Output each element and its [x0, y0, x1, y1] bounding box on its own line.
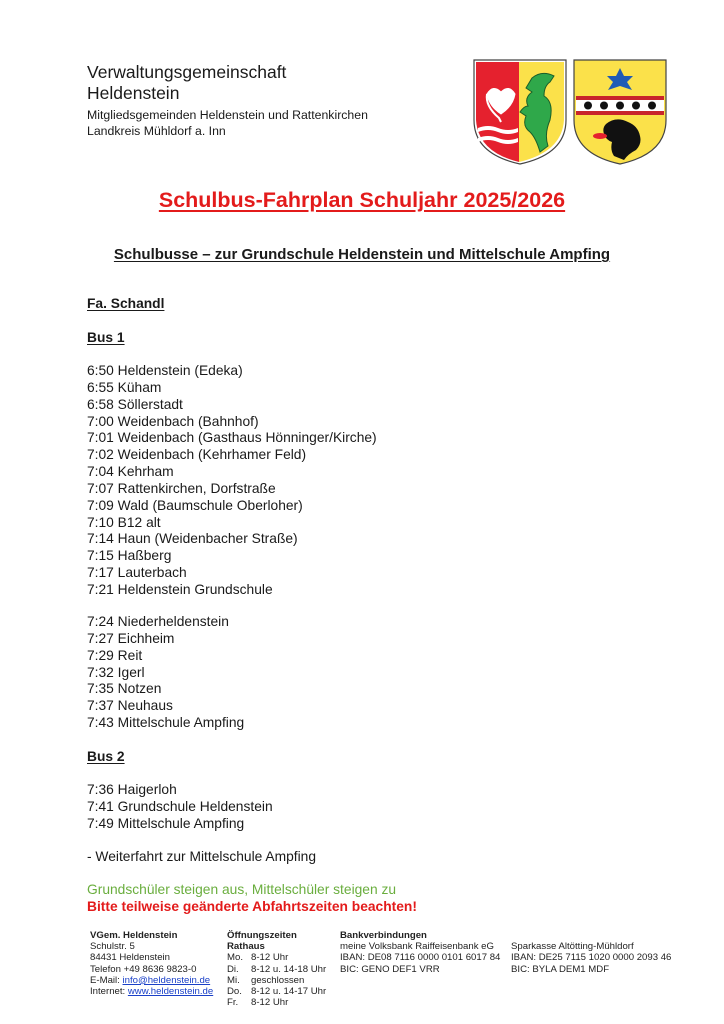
hours-day: Di. [227, 963, 239, 975]
stop-item: 7:07 Rattenkirchen, Dorfstraße [87, 480, 276, 496]
bus2-heading: Bus 2 [87, 749, 125, 764]
page-title: Schulbus-Fahrplan Schuljahr 2025/2026 [158, 188, 566, 212]
bank2-bic: BIC: BYLA DEM1 MDF [511, 963, 610, 975]
org-name [87, 62, 286, 104]
bus2-stops [87, 782, 273, 833]
bus1-heading: Bus 1 [87, 330, 125, 345]
email-link[interactable]: info@heldenstein.de [122, 974, 211, 986]
page-subtitle: Schulbusse – zur Grundschule Heldenstein und Mittelschule Ampfing [113, 246, 611, 263]
footer-phone: Telefon +49 8636 9823-0 [90, 963, 197, 975]
footer-opening-hours [227, 930, 326, 1008]
bank2-name: Sparkasse Altötting-Mühldorf [511, 941, 634, 953]
hours-time: 8-12 Uhr [251, 952, 289, 964]
stop-item: 7:49 Mittelschule Ampfing [87, 815, 245, 831]
stop-item: 7:36 Haigerloh [87, 782, 177, 797]
web-label: Internet: [90, 986, 128, 998]
hours-day: Fr. [227, 997, 239, 1009]
org-name-line1: Verwaltungsgemeinschaft [87, 62, 287, 82]
hours-time: 8-12 u. 14-18 Uhr [251, 963, 327, 975]
operator-heading: Fa. Schandl [87, 296, 165, 311]
bank1-bic: BIC: GENO DEF1 VRR [340, 963, 440, 975]
hours-time: geschlossen [251, 974, 305, 986]
stop-item: 7:37 Neuhaus [87, 698, 173, 714]
hours-subheading: Rathaus [227, 941, 265, 953]
stop-item: 7:14 Haun (Weidenbacher Straße) [87, 531, 298, 547]
hours-day: Mi. [227, 974, 240, 986]
footer-org-name: VGem. Heldenstein [90, 930, 178, 941]
bank1-iban: IBAN: DE08 7116 0000 0101 6017 84 [340, 952, 501, 964]
hours-day: Mo. [227, 952, 243, 964]
stop-item: 6:50 Heldenstein (Edeka) [87, 363, 243, 378]
stop-item: 7:01 Weidenbach (Gasthaus Hönninger/Kirche) [87, 430, 377, 446]
district: Landkreis Mühldorf a. Inn [87, 124, 226, 138]
hours-time: 8-12 u. 14-17 Uhr [251, 986, 327, 998]
footer-city: 84431 Heldenstein [90, 952, 171, 964]
stop-item: 7:29 Reit [87, 647, 143, 663]
stop-item: 7:27 Eichheim [87, 630, 175, 646]
bus1-stops-part2 [87, 614, 244, 732]
warning-note: Bitte teilweise geänderte Abfahrtszeiten beachten! [87, 899, 417, 914]
heldenstein-coat-of-arms-icon [474, 60, 566, 164]
stop-item: 7:10 B12 alt [87, 514, 161, 530]
hours-row [227, 997, 326, 1008]
stop-item: 7:21 Heldenstein Grundschule [87, 581, 273, 597]
hours-row [227, 986, 326, 997]
footer-bank-2 [511, 941, 671, 975]
stop-item: 7:15 Haßberg [87, 548, 172, 564]
member-municipalities: Mitgliedsgemeinden Heldenstein und Rattenkirchen [87, 108, 368, 122]
footer-street: Schulstr. 5 [90, 941, 135, 953]
stop-item: 7:09 Wald (Baumschule Oberloher) [87, 497, 303, 513]
stop-item: 7:24 Niederheldenstein [87, 614, 229, 629]
bank-heading: Bankverbindungen [340, 930, 427, 941]
hours-time: 8-12 Uhr [251, 997, 289, 1009]
stop-item: 7:43 Mittelschule Ampfing [87, 715, 245, 731]
stop-item: 6:55 Küham [87, 379, 162, 395]
stop-item: 7:17 Lauterbach [87, 565, 187, 581]
stop-item: 7:32 Igerl [87, 664, 145, 680]
coats-of-arms [472, 58, 668, 166]
stop-item: 6:58 Söllerstadt [87, 396, 183, 412]
hours-row [227, 975, 326, 986]
rattenkirchen-coat-of-arms-icon [574, 60, 666, 164]
hours-row [227, 952, 326, 963]
hours-row [227, 964, 326, 975]
hours-day: Do. [227, 986, 242, 998]
hours-heading: Öffnungszeiten [227, 930, 297, 941]
transfer-note: Grundschüler steigen aus, Mittelschüler steigen zu [87, 882, 397, 897]
bank2-iban: IBAN: DE25 7115 1020 0000 2093 46 [511, 952, 672, 964]
bus1-stops-part1 [87, 363, 377, 599]
stop-item: 7:35 Notzen [87, 681, 162, 697]
footer-address [90, 930, 213, 997]
bank1-name: meine Volksbank Raiffeisenbank eG [340, 941, 494, 953]
org-name-line2: Heldenstein [87, 83, 180, 103]
stop-item: 7:04 Kehrham [87, 464, 174, 480]
website-link[interactable]: www.heldenstein.de [127, 986, 214, 998]
footer-bank-1 [340, 930, 500, 975]
stop-item: 7:00 Weidenbach (Bahnhof) [87, 413, 259, 429]
continuation-note: - Weiterfahrt zur Mittelschule Ampfing [87, 849, 317, 864]
stop-item: 7:41 Grundschule Heldenstein [87, 798, 273, 814]
email-label: E-Mail: [90, 974, 123, 986]
stop-item: 7:02 Weidenbach (Kehrhamer Feld) [87, 447, 307, 463]
org-subtitle [87, 107, 368, 139]
